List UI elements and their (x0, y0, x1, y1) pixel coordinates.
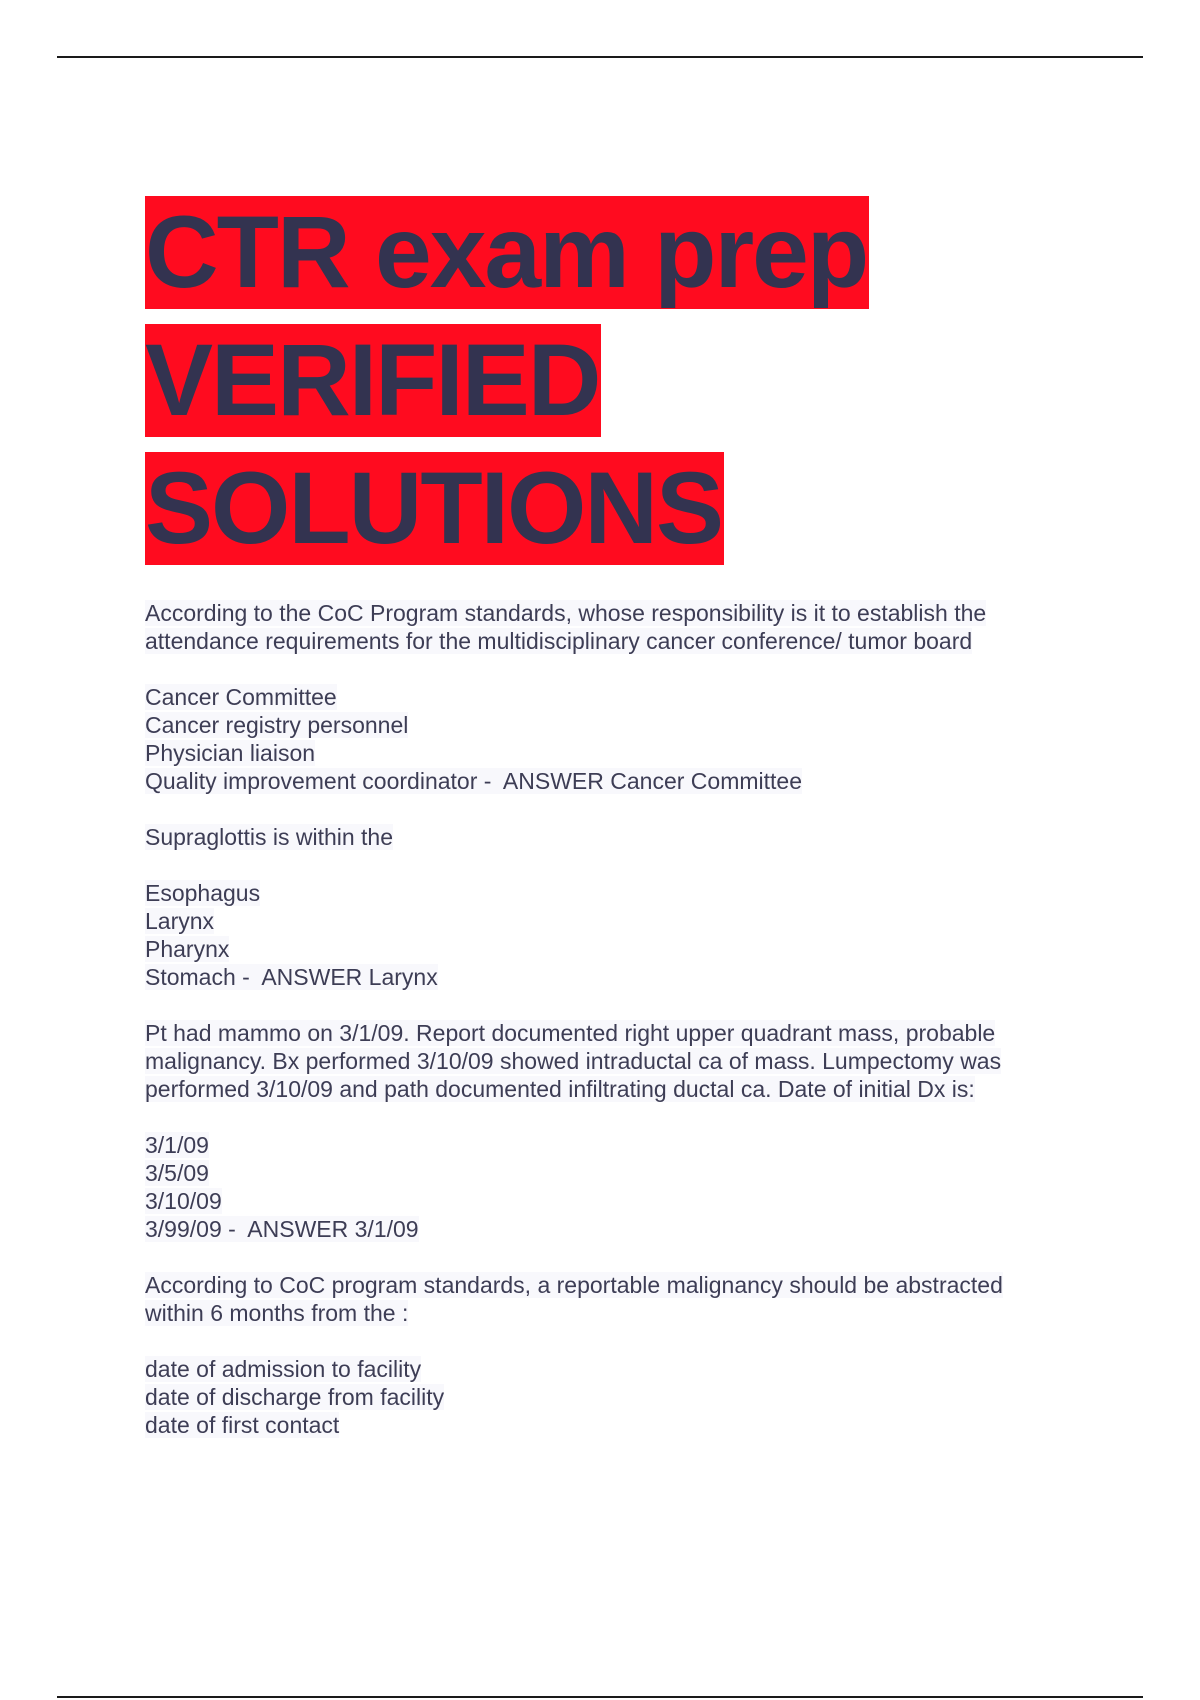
option-line: Pharynx (145, 936, 230, 962)
option-answer-line: 3/99/09 - ANSWER 3/1/09 (145, 1216, 419, 1242)
option-line: Cancer registry personnel (145, 712, 409, 738)
title-line: VERIFIED (145, 324, 600, 437)
option-line: 3/1/09 (145, 1132, 209, 1158)
option-answer-line: Stomach - ANSWER Larynx (145, 964, 438, 990)
question-line: within 6 months from the : (145, 1300, 409, 1326)
option-line: date of admission to facility (145, 1356, 422, 1382)
top-rule (57, 56, 1143, 58)
option-answer-line: Quality improvement coordinator - ANSWER Cancer Committee (145, 768, 802, 794)
option-list (145, 879, 1075, 991)
question-line: attendance requirements for the multidisciplinary cancer conference/ tumor board (145, 628, 973, 654)
question-line: According to the CoC Program standards, whose responsibility is it to establish the (145, 600, 987, 626)
option-line: 3/5/09 (145, 1160, 209, 1186)
question-text (145, 1271, 1075, 1327)
question-block (145, 599, 1075, 795)
document-title (145, 196, 869, 580)
title-line: CTR exam prep (145, 196, 868, 309)
option-line: date of first contact (145, 1412, 340, 1438)
option-line: date of discharge from facility (145, 1384, 445, 1410)
option-list (145, 1131, 1075, 1243)
question-line: Pt had mammo on 3/1/09. Report documented right upper quadrant mass, probable (145, 1020, 996, 1046)
option-list (145, 1355, 1075, 1439)
question-block (145, 1271, 1075, 1439)
question-line: Supraglottis is within the (145, 824, 394, 850)
question-line: performed 3/10/09 and path documented infiltrating ductal ca. Date of initial Dx is: (145, 1076, 975, 1102)
option-line: 3/10/09 (145, 1188, 222, 1214)
option-list (145, 683, 1075, 795)
question-line: According to CoC program standards, a reportable malignancy should be abstracted (145, 1272, 1003, 1298)
question-text (145, 1019, 1075, 1103)
question-text (145, 599, 1075, 655)
option-line: Physician liaison (145, 740, 316, 766)
option-line: Esophagus (145, 880, 261, 906)
option-line: Cancer Committee (145, 684, 337, 710)
bottom-rule (57, 1696, 1143, 1698)
title-line: SOLUTIONS (145, 452, 723, 565)
question-text (145, 823, 1075, 851)
question-list (145, 599, 1075, 1467)
question-block (145, 1019, 1075, 1243)
option-line: Larynx (145, 908, 215, 934)
question-line: malignancy. Bx performed 3/10/09 showed intraductal ca of mass. Lumpectomy was (145, 1048, 1002, 1074)
question-block (145, 823, 1075, 991)
